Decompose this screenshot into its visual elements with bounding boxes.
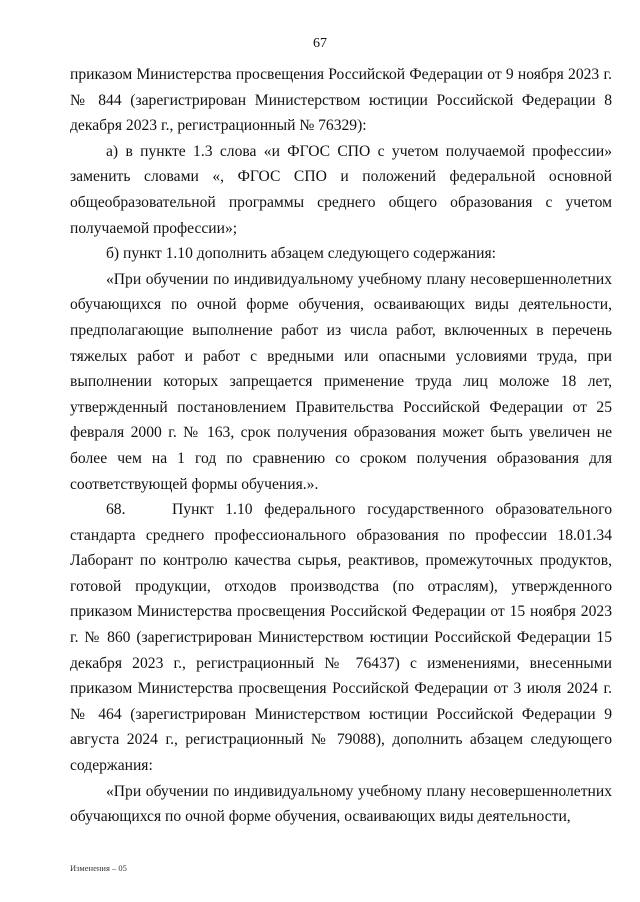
paragraph-item-a: а) в пункте 1.3 слова «и ФГОС СПО с учетом получаемой профессии» заменить словами «, ФГОС СПО и положений федеральной основной общеобразовательной программы среднего общего образования с учетом получаемой профессии»; — [70, 142, 612, 237]
paragraph-continuation: приказом Министерства просвещения Российской Федерации от 9 ноября 2023 г. № 844 (зарегистрирован Министерством юстиции Российской Федерации 8 декабря 2023 г., регистрационный № 76329): — [70, 66, 612, 135]
paragraph-quoted-insertion-continued: «При обучении по индивидуальному учебному плану несовершеннолетних обучающихся по очной форме обучения, осваивающих виды деятельности, — [70, 782, 612, 826]
footer-code: Изменения – 05 — [70, 863, 127, 873]
paragraph-item-68: 68. Пункт 1.10 федерального государственного образовательного стандарта среднего профессионального образования по профессии 18.01.34 Лаборант по контролю качества сырья, реактивов, промежуточных продуктов, готовой продукции, отходов производства (по отраслям), утвержденного приказом Министерства просвещения Российской Федерации от 15 ноября 2023 г. № 860 (зарегистрирован Министерством юстиции Российской Федерации 15 декабря 2023 г., регистрационный № 76437) с изменениями, внесенными приказом Министерства просвещения Российской Федерации от 3 июля 2024 г. № 464 (зарегистрирован Министерством юстиции Российской Федерации 9 августа 2024 г., регистрационный № 79088), дополнить абзацем следующего содержания: — [70, 501, 612, 775]
document-body — [70, 62, 612, 830]
paragraph-quoted-insertion: «При обучении по индивидуальному учебному плану несовершеннолетних обучающихся по очной форме обучения, осваивающих виды деятельности, предполагающие выполнение работ из числа работ, включенных в перечень тяжелых работ и работ с вредными или опасными условиями труда, при выполнении которых запрещается применение труда лиц моложе 18 лет, утвержденный постановлением Правительства Российской Федерации от 25 февраля 2000 г. № 163, срок получения образования может быть увеличен не более чем на 1 год по сравнению со сроком получения образования для соответствующей формы обучения.». — [70, 270, 612, 493]
paragraph-item-b: б) пункт 1.10 дополнить абзацем следующего содержания: — [106, 245, 496, 263]
page-number: 67 — [313, 36, 327, 51]
